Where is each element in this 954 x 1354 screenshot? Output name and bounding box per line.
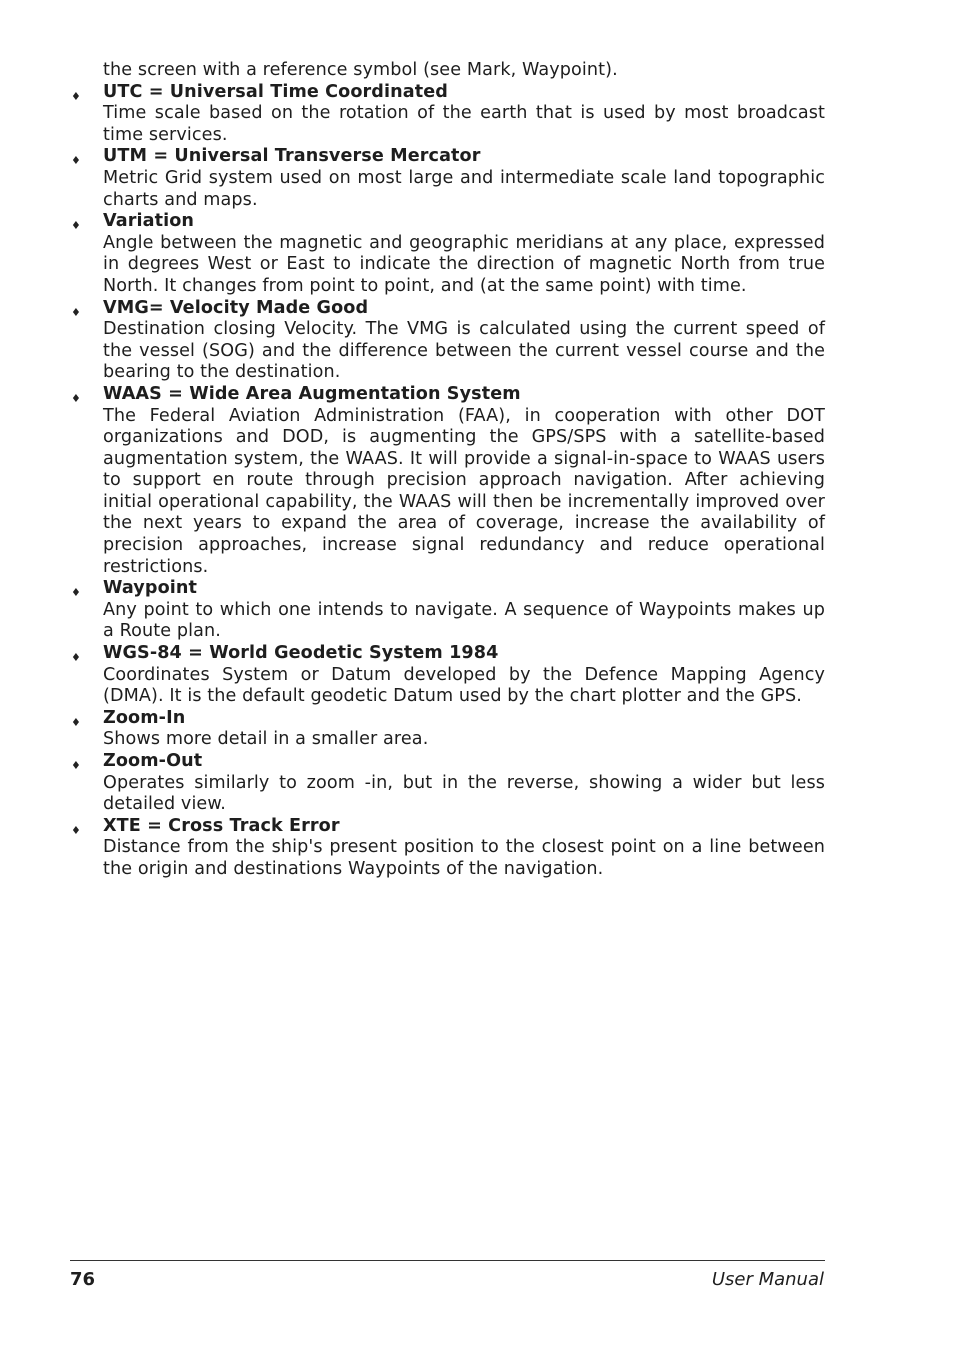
glossary-entry bbox=[71, 383, 825, 578]
glossary-entry bbox=[71, 751, 825, 816]
diamond-bullet-icon: ♦ bbox=[71, 305, 81, 319]
diamond-bullet-icon: ♦ bbox=[71, 651, 81, 665]
glossary-entry bbox=[71, 297, 825, 384]
diamond-bullet-icon: ♦ bbox=[71, 219, 81, 233]
glossary-entry bbox=[71, 643, 825, 708]
footer-divider bbox=[70, 1260, 825, 1261]
glossary-term: UTM = Universal Transverse Mercator bbox=[103, 146, 481, 167]
glossary-term: Waypoint bbox=[103, 578, 198, 599]
footer-title: User Manual bbox=[711, 1269, 824, 1290]
diamond-bullet-icon: ♦ bbox=[71, 715, 81, 729]
glossary-entry bbox=[71, 146, 825, 211]
glossary-term: Zoom-In bbox=[103, 707, 186, 728]
glossary-definition: Operates similarly to zoom -in, but in the reverse, showing a wider but less detailed view. bbox=[103, 772, 825, 815]
glossary-term: VMG= Velocity Made Good bbox=[103, 297, 369, 318]
glossary-definition: Time scale based on the rotation of the earth that is used by most broadcast time services. bbox=[103, 103, 825, 145]
glossary-term: Zoom-Out bbox=[103, 751, 203, 771]
diamond-bullet-icon: ♦ bbox=[71, 823, 81, 837]
glossary-term: WGS-84 = World Geodetic System 1984 bbox=[103, 643, 499, 664]
glossary-definition: Destination closing Velocity. The VMG is calculated using the current speed of the vessel (SOG) and the difference between the current vessel course and the bearing to the destination. bbox=[103, 319, 825, 383]
glossary-definition: The Federal Aviation Administration (FAA), in cooperation with other DOT organizations and DOD, is augmenting the GPS/SPS with a satellite-based augmentation system, the WAAS. It will provide a signal-in-space to WAAS users to support en route through precision approach navigation. After achieving initial operational capability, the WAAS will then be incrementally improved over the next years to expand the area of coverage, increase the availability of precision approaches, increase signal redundancy and reduce operational restrictions. bbox=[103, 405, 825, 577]
glossary-term: WAAS = Wide Area Augmentation System bbox=[103, 383, 521, 404]
glossary-term: Variation bbox=[103, 211, 195, 232]
glossary-entry bbox=[71, 81, 825, 147]
glossary-entry bbox=[71, 578, 825, 643]
glossary-definition: Coordinates System or Datum developed by the Defence Mapping Agency (DMA). It is the default geodetic Datum used by the chart plotter and the GPS. bbox=[103, 664, 825, 707]
diamond-bullet-icon: ♦ bbox=[71, 391, 81, 405]
glossary-entry bbox=[71, 707, 825, 751]
glossary-definition: Metric Grid system used on most large and intermediate scale land topographic charts and maps. bbox=[103, 167, 825, 210]
diamond-bullet-icon: ♦ bbox=[71, 154, 81, 168]
glossary-definition: Shows more detail in a smaller area. bbox=[103, 729, 429, 750]
glossary-entry bbox=[71, 815, 825, 881]
glossary-entry bbox=[71, 211, 825, 297]
glossary-definition: Any point to which one intends to navigate. A sequence of Waypoints makes up a Route plan. bbox=[103, 599, 825, 642]
glossary-definition: Distance from the ship's present position to the closest point on a line between the origin and destinations Waypoints of the navigation. bbox=[103, 837, 825, 879]
page-number: 76 bbox=[70, 1269, 96, 1290]
continuation-text: the screen with a reference symbol (see Mark, Waypoint). bbox=[103, 60, 618, 80]
diamond-bullet-icon: ♦ bbox=[71, 759, 81, 772]
glossary-term: XTE = Cross Track Error bbox=[103, 815, 340, 836]
diamond-bullet-icon: ♦ bbox=[71, 586, 81, 600]
glossary-list bbox=[71, 81, 825, 881]
glossary-term: UTC = Universal Time Coordinated bbox=[103, 81, 448, 102]
diamond-bullet-icon: ♦ bbox=[71, 89, 81, 103]
glossary-definition: Angle between the magnetic and geographic meridians at any place, expressed in degrees West or East to indicate the direction of magnetic North from true North. It changes from point to point, and (at the same point) with time. bbox=[103, 232, 825, 296]
glossary-content bbox=[71, 60, 825, 881]
